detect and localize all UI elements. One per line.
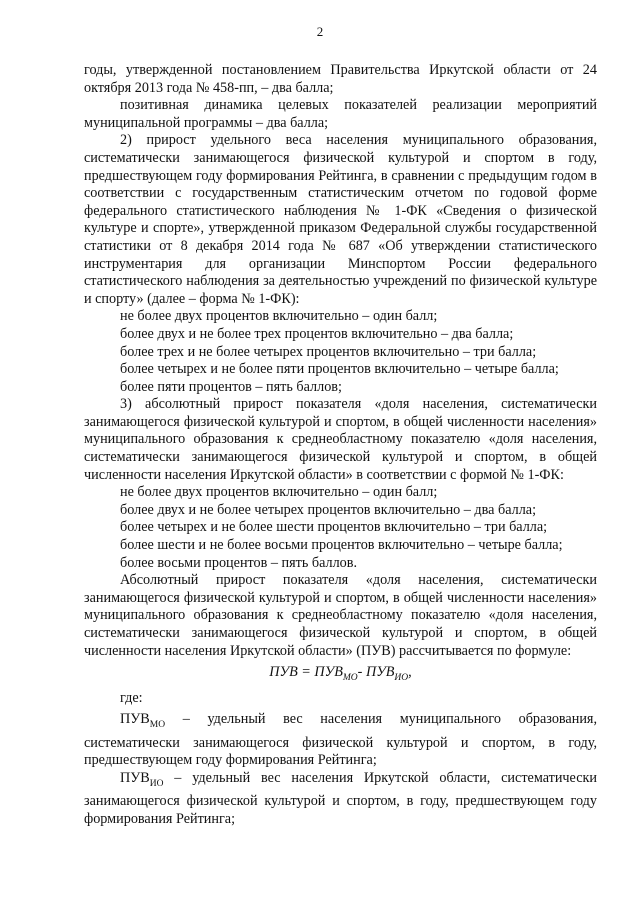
formula-lhs: ПУВ = ПУВ: [269, 664, 343, 681]
formula-sub-io: ИО: [394, 673, 409, 684]
list-item: более пяти процентов – пять баллов;: [120, 378, 342, 395]
page-number: 2: [316, 24, 324, 39]
paragraph: Абсолютный прирост показателя «доля населения, систематически занимающегося физической культурой и спортом, в общей численности населения» муниципального образования к среднеобластному показателю «доля населения, систематически занимающегося физической культурой и спортом, в общей численности населения Иркутской области» (ПУВ) рассчитывается по формуле:: [84, 572, 597, 659]
definition-term-sub: ИО: [149, 778, 164, 789]
list-item: более восьми процентов – пять баллов.: [120, 554, 358, 571]
definition-term: ПУВ: [120, 769, 150, 786]
definition-term: ПУВ: [120, 711, 150, 728]
list-item: более шести и не более восьми процентов включительно – четыре балла;: [120, 537, 563, 554]
list-item: более четырех и не более пяти процентов включительно – четыре балла;: [120, 361, 559, 378]
list-item: более трех и не более четырех процентов включительно – три балла;: [120, 343, 537, 360]
paragraph: годы, утвержденной постановлением Правительства Иркутской области от 24 октября 2013 года № 458-пп, – два балла;: [84, 62, 597, 96]
list-item: более двух и не более трех процентов включительно – два балла;: [120, 325, 514, 342]
formula: [84, 664, 597, 687]
list-item: не более двух процентов включительно – один балл;: [120, 484, 438, 501]
list-item: не более двух процентов включительно – один балл;: [120, 308, 438, 325]
formula-sub-mo: МО: [342, 673, 358, 684]
definition-text: – удельный вес населения Иркутской области, систематически занимающегося физической культурой и спортом, в году, предшествующем году формирования Рейтинга;: [84, 769, 597, 827]
document-body: [84, 62, 597, 828]
where-label: где:: [120, 689, 143, 706]
formula-mid: - ПУВ: [357, 664, 395, 681]
definition-puv-mo: [84, 711, 597, 770]
definition-puv-io: [84, 770, 597, 829]
list-item: более четырех и не более шести процентов включительно – три балла;: [120, 519, 548, 536]
paragraph: 3) абсолютный прирост показателя «доля населения, систематически занимающегося физической культурой и спортом, в общей численности населения» муниципального образования к среднеобластному показателю «доля населения, систематически занимающегося физической культурой и спортом, в общей численности населения Иркутской области» в соответствии с формой № 1-ФК:: [84, 396, 597, 483]
paragraph: позитивная динамика целевых показателей реализации мероприятий муниципальной программы – два балла;: [84, 97, 597, 131]
definition-term-sub: МО: [149, 720, 166, 731]
formula-tail: ,: [408, 664, 412, 681]
definition-text: – удельный вес населения муниципального образования, систематически занимающегося физической культурой и спортом, в году, предшествующем году формирования Рейтинга;: [84, 711, 597, 769]
list-item: более двух и не более четырех процентов включительно – два балла;: [120, 501, 537, 518]
paragraph: 2) прирост удельного веса населения муниципального образования, систематически занимающегося физической культурой и спортом в году, предшествующем году формирования Рейтинга, в сравнении с предыдущим годом в соответствии с государственным статистическим отчетом по годовой форме федерального статистического наблюдения № 1-ФК «Сведения о физической культуре и спорте», утвержденной приказом Федеральной службы государственной статистики от 8 декабря 2014 года № 687 «Об утверждении статистического инструментария для организации Минспортом России федерального статистического наблюдения за деятельностью учреждений по физической культуре и спорту» (далее – форма № 1-ФК):: [84, 132, 597, 307]
